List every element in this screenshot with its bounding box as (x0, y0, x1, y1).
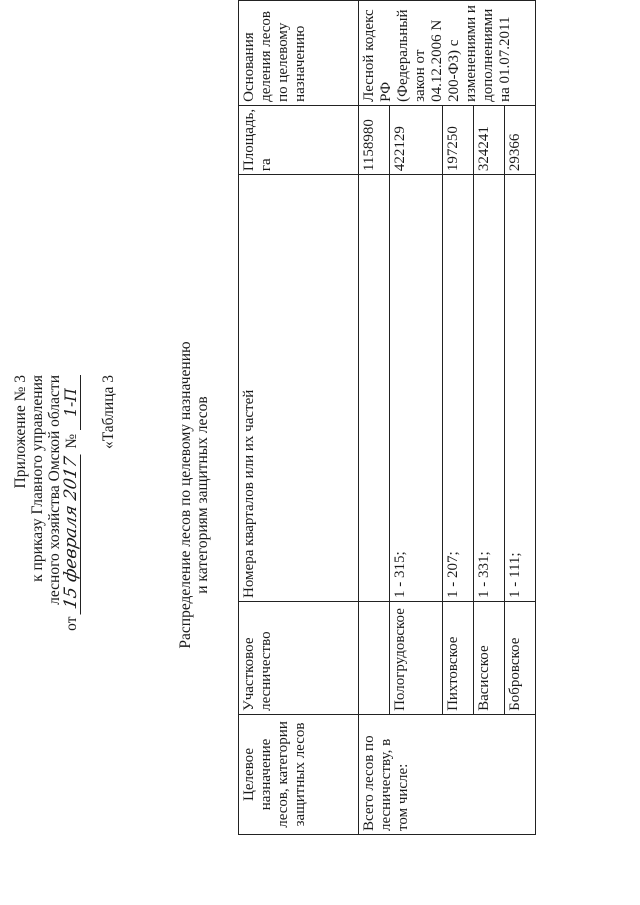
table-row (390, 1, 443, 835)
handwritten-date: 15 февраля 2017 (63, 451, 81, 614)
document-title (177, 245, 211, 745)
area-cell: 422129 (390, 105, 443, 174)
district-cell: Пихтовское (443, 602, 474, 715)
header-district: Участковое лесничество (239, 602, 359, 715)
handwritten-number: 1-П (63, 375, 81, 430)
order-date-row (63, 375, 81, 631)
table-row (359, 1, 390, 835)
area-cell: 197250 (443, 105, 474, 174)
basis-cell: Лесной кодекс РФ (Федеральный закон от 04.12.2006 N 200-ФЗ) с изменениями и дополнениями на 01.07.2011 (359, 1, 536, 106)
district-cell: Васисское (474, 602, 505, 715)
header-category: Целевое назначение лесов, категории защитных лесов (239, 714, 359, 834)
district-cell: Пологрудовское (390, 602, 443, 715)
quarters-cell: 1 - 331; (474, 175, 505, 602)
quarters-cell: 1 - 207; (443, 175, 474, 602)
appendix-header (12, 375, 81, 631)
category-cell: Всего лесов по лесничеству, в том числе: (359, 714, 536, 834)
area-cell: 1158980 (359, 105, 390, 174)
title-line-1: Распределение лесов по целевому назначению (177, 341, 194, 649)
quarters-cell: 1 - 111; (505, 175, 536, 602)
header-basis: Основания деления лесов по целевому назначению (239, 1, 359, 106)
table-row (443, 1, 474, 835)
table-row (505, 1, 536, 835)
quarters-cell (359, 175, 390, 602)
order-line-2: лесного хозяйства Омской области (46, 375, 63, 605)
table-header-row (239, 1, 359, 835)
quarters-cell: 1 - 315; (390, 175, 443, 602)
order-line-1: к приказу Главного управления (29, 375, 46, 582)
district-cell (359, 602, 390, 715)
area-cell: 324241 (474, 105, 505, 174)
date-prefix: от (63, 616, 80, 631)
area-cell: 29366 (505, 105, 536, 174)
district-cell: Бобровское (505, 602, 536, 715)
title-line-2: и категориям защитных лесов (194, 396, 211, 594)
header-quarters: Номера кварталов или их частей (239, 175, 359, 602)
forest-distribution-table (238, 0, 536, 835)
table-row (474, 1, 505, 835)
header-area: Площадь, га (239, 105, 359, 174)
table-label: «Таблица 3 (100, 375, 117, 450)
number-prefix: № (63, 433, 80, 449)
appendix-title: Приложение № 3 (12, 375, 29, 489)
